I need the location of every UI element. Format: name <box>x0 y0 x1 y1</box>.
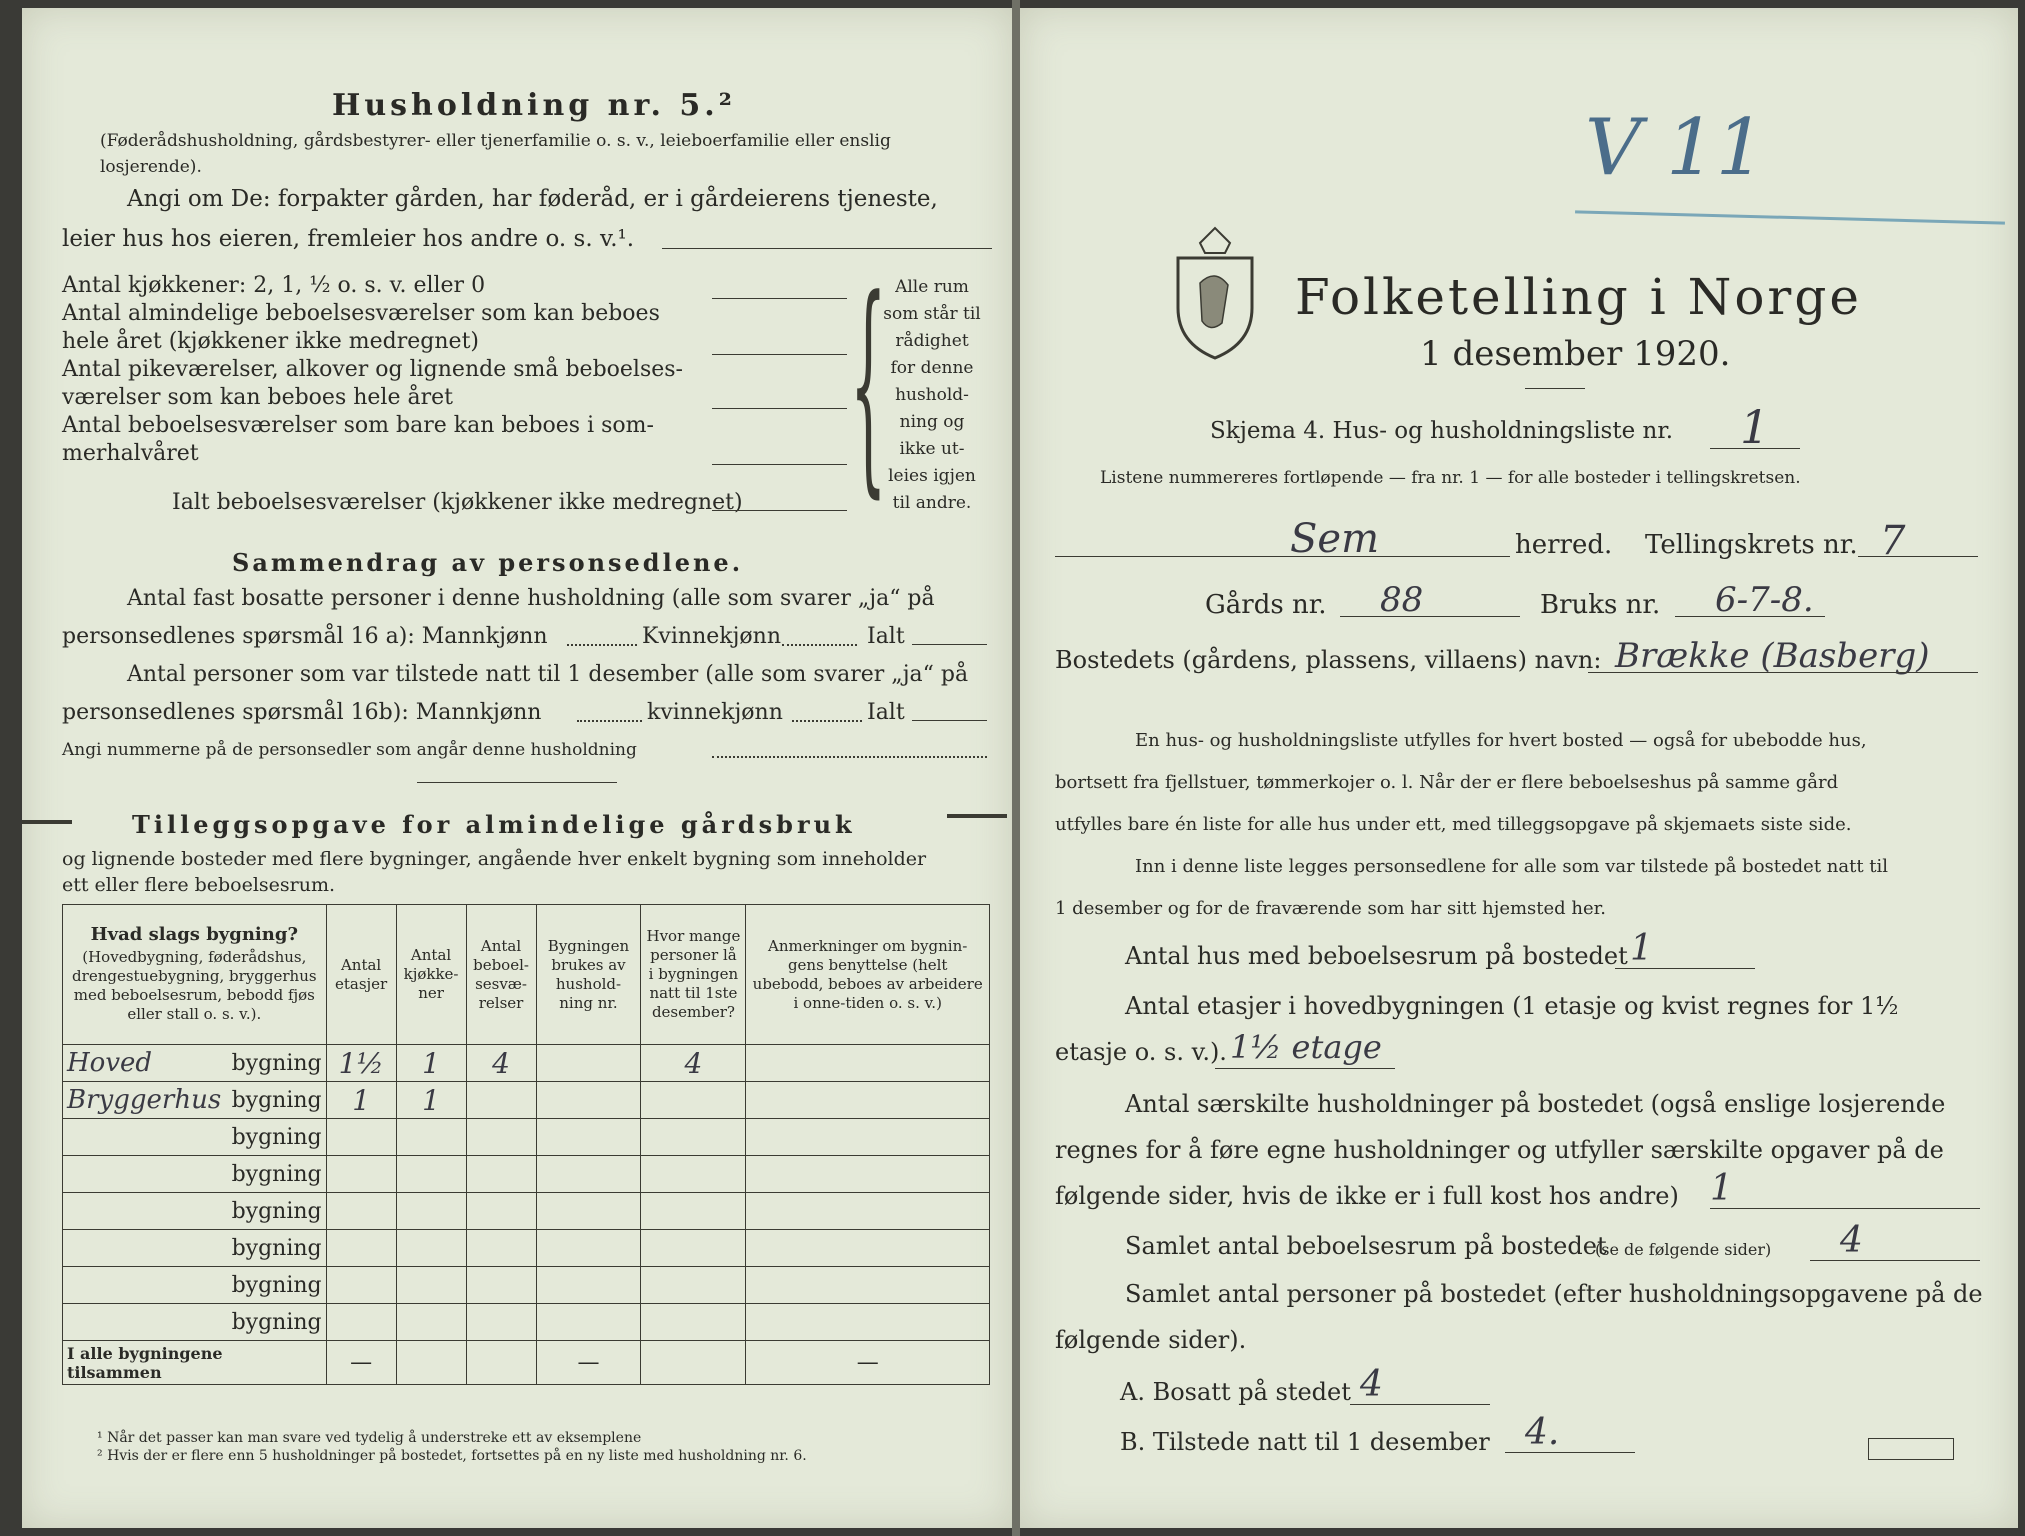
building-type-cell <box>63 1119 327 1156</box>
rom-cell <box>466 1193 536 1230</box>
sammendrag-p1a: Antal fast bosatte personer i denne husholdning (alle som svarer „ja“ på <box>127 586 935 611</box>
instr-line: Inn i denne liste legges personsedlene for alle som var tilstede på bostedet natt til <box>1135 856 1889 877</box>
building-word: bygning <box>231 1310 322 1335</box>
saerskilte-line-3: følgende sider, hvis de ikke er i full kost hos andre) <box>1055 1182 1679 1210</box>
side-note: Alle rum som står til rådighet for denne hushold- ning og ikke ut- leies igjen til andre. <box>883 277 981 513</box>
table-row <box>63 1193 990 1230</box>
printer-stamp <box>1868 1438 1954 1460</box>
room-line: værelser som kan beboes hele året <box>62 385 453 410</box>
table-row <box>63 1119 990 1156</box>
rom-cell <box>466 1082 536 1119</box>
sammendrag-p1b: personsedlenes spørsmål 16 a): Mannkjønn <box>62 624 548 649</box>
anmerkning-cell <box>746 1156 990 1193</box>
room-lines <box>62 272 683 468</box>
personer-cell <box>641 1193 746 1230</box>
etasjer-cell <box>326 1156 396 1193</box>
husholdning-cell <box>536 1119 641 1156</box>
room-line: Antal kjøkkener: 2, 1, ½ o. s. v. eller 0 <box>62 273 486 298</box>
angi-line-2: leier hus hos eieren, fremleier hos andre o. s. v.¹. <box>62 226 635 252</box>
building-word: bygning <box>231 1162 322 1187</box>
header-husholdning: Bygningen brukes av hushold-ning nr. <box>536 905 641 1045</box>
instr-line: 1 desember og for de fraværende som har sitt hjemsted her. <box>1055 898 1606 919</box>
building-word: bygning <box>231 1236 322 1261</box>
etasjer-cell <box>326 1119 396 1156</box>
samlet-pers-line-2: følgende sider). <box>1055 1326 1247 1354</box>
room-line: Antal pikeværelser, alkover og lignende små beboelses- <box>62 357 683 382</box>
kjokkener-cell <box>396 1193 466 1230</box>
tilstede-value: 4. <box>1525 1412 1560 1453</box>
kjokkener-cell: 1 <box>396 1045 466 1082</box>
sammendrag-p2b: personsedlenes spørsmål 16b): Mannkjønn <box>62 700 542 725</box>
anmerkning-cell <box>746 1045 990 1082</box>
kjokkener-cell <box>396 1267 466 1304</box>
rom-cell <box>466 1304 536 1341</box>
etasjer-cell <box>326 1304 396 1341</box>
tellingskrets-label: Tellingskrets nr. <box>1645 530 1858 560</box>
ialt-1: Ialt <box>867 624 905 649</box>
personer-cell <box>641 1082 746 1119</box>
herred-value: Sem <box>1290 516 1380 562</box>
footnote-1: ¹ Når det passer kan man svare ved tydelig å understreke ett av eksemplene <box>97 1430 642 1446</box>
right-page <box>1020 8 2018 1528</box>
anmerkning-cell <box>746 1304 990 1341</box>
saerskilte-line-1: Antal særskilte husholdninger på bostedet (også enslige losjerende <box>1125 1090 1946 1118</box>
samlet-rum-note: (se de følgende sider) <box>1595 1240 1772 1259</box>
building-word: bygning <box>231 1273 322 1298</box>
table-row <box>63 1267 990 1304</box>
ialt-line: Ialt beboelsesværelser (kjøkkener ikke medregnet) <box>172 490 743 515</box>
etasjer-line-2: etasje o. s. v.). <box>1055 1038 1227 1066</box>
instr-line: bortsett fra fjellstuer, tømmerkojer o. l. Når der er flere beboelseshus på samme gård <box>1055 772 1839 793</box>
skjema-label: Skjema 4. Hus- og husholdningsliste nr. <box>1210 418 1674 444</box>
angi-line-1: Angi om De: forpakter gården, har føderåd, er i gårdeierens tjeneste, <box>127 186 938 212</box>
anmerkning-cell <box>746 1082 990 1119</box>
instr-line: En hus- og husholdningsliste utfylles for hvert bosted — også for ubebodde hus, <box>1135 730 1867 751</box>
bosatt-value: 4 <box>1360 1364 1383 1405</box>
anmerkning-cell <box>746 1193 990 1230</box>
total-row: I alle bygningene tilsammen — — — <box>63 1341 990 1385</box>
building-type-cell <box>63 1304 327 1341</box>
listene-text: Listene nummereres fortløpende — fra nr. 1 — for alle bosteder i tellingskretsen. <box>1100 468 1801 488</box>
building-type-cell <box>63 1082 327 1119</box>
tilstede-label: B. Tilstede natt til 1 desember <box>1120 1428 1490 1456</box>
table-row <box>63 1156 990 1193</box>
table-row <box>63 1045 990 1082</box>
household-subheading: (Føderådshusholdning, gårdsbestyrer- eller tjenerfamilie o. s. v., leieboerfamilie eller enslig losjerende). <box>100 131 891 177</box>
table-row <box>63 1304 990 1341</box>
total-label: I alle bygningene tilsammen <box>63 1341 327 1385</box>
husholdning-cell <box>536 1304 641 1341</box>
personer-cell <box>641 1119 746 1156</box>
brace: { <box>850 251 887 518</box>
tillegg-sub1: og lignende bosteder med flere bygninger, angående hver enkelt bygning som inneholder <box>62 848 927 870</box>
kjokkener-cell <box>396 1156 466 1193</box>
header-personer: Hvor mange personer lå i bygningen natt til 1ste desember? <box>641 905 746 1045</box>
herred-label: herred. <box>1515 530 1613 560</box>
building-word: bygning <box>231 1199 322 1224</box>
room-line: Antal beboelsesværelser som bare kan beboes i som- <box>62 413 654 438</box>
etasjer-cell <box>326 1267 396 1304</box>
left-page <box>22 8 1012 1528</box>
bruks-value: 6-7-8. <box>1715 580 1814 620</box>
gards-label: Gårds nr. <box>1205 590 1327 620</box>
pencil-mark: V 11 <box>1585 103 1766 193</box>
anmerkning-cell <box>746 1230 990 1267</box>
coat-of-arms-icon <box>1170 223 1260 363</box>
sammendrag-title: Sammendrag av personsedlene. <box>232 548 744 577</box>
header-etasjer: Antal etasjer <box>326 905 396 1045</box>
header-kjokkener: Antal kjøkke-ner <box>396 905 466 1045</box>
building-type-cell <box>63 1230 327 1267</box>
etasjer-cell: 1 <box>326 1082 396 1119</box>
husholdning-cell <box>536 1267 641 1304</box>
room-line: Antal almindelige beboelsesværelser som kan beboes <box>62 301 660 326</box>
husholdning-cell <box>536 1156 641 1193</box>
personer-cell <box>641 1267 746 1304</box>
saerskilte-value: 1 <box>1710 1168 1733 1209</box>
building-type-cell <box>63 1045 327 1082</box>
saerskilte-line-2: regnes for å føre egne husholdninger og utfyller særskilte opgaver på de <box>1055 1136 1944 1164</box>
anmerkning-cell <box>746 1119 990 1156</box>
husholdning-cell <box>536 1193 641 1230</box>
samlet-rum-value: 4 <box>1840 1220 1863 1261</box>
room-line: merhalvåret <box>62 441 199 466</box>
room-line: hele året (kjøkkener ikke medregnet) <box>62 329 479 354</box>
gards-value: 88 <box>1380 580 1424 620</box>
personer-cell <box>641 1156 746 1193</box>
building-word: bygning <box>231 1088 322 1113</box>
rom-cell <box>466 1230 536 1267</box>
personer-cell <box>641 1230 746 1267</box>
etasjer-cell <box>326 1193 396 1230</box>
rom-cell <box>466 1267 536 1304</box>
etasjer-cell: 1½ <box>326 1045 396 1082</box>
building-type-value: Bryggerhus <box>67 1085 222 1115</box>
instr-line: utfylles bare én liste for alle hus under ett, med tilleggsopgave på skjemaets siste side. <box>1055 814 1852 835</box>
ialt-2: Ialt <box>867 700 905 725</box>
building-type-cell <box>63 1193 327 1230</box>
table-row <box>63 1082 990 1119</box>
etasjer-cell <box>326 1230 396 1267</box>
table-header-row <box>63 905 990 1045</box>
page-gutter <box>1012 0 1020 1536</box>
bosatt-label: A. Bosatt på stedet <box>1120 1378 1351 1406</box>
husholdning-cell <box>536 1082 641 1119</box>
husholdning-cell <box>536 1230 641 1267</box>
building-type-cell <box>63 1156 327 1193</box>
kvinnekjonn-1: Kvinnekjønn <box>642 624 781 649</box>
skjema-nr: 1 <box>1740 400 1770 454</box>
bruks-label: Bruks nr. <box>1540 590 1661 620</box>
rom-cell <box>466 1156 536 1193</box>
angi-numre: Angi nummerne på de personsedler som angår denne husholdning <box>62 740 637 760</box>
kjokkener-cell <box>396 1119 466 1156</box>
tellingskrets-value: 7 <box>1880 518 1906 564</box>
census-title: Folketelling i Norge <box>1295 268 1862 326</box>
household-heading: Husholdning nr. 5.² <box>332 88 736 123</box>
personer-cell: 4 <box>641 1045 746 1082</box>
rom-cell <box>466 1119 536 1156</box>
kjokkener-cell <box>396 1230 466 1267</box>
building-word: bygning <box>231 1051 322 1076</box>
kvinnekjonn-2: kvinnekjønn <box>647 700 783 725</box>
instructions <box>1055 720 1980 930</box>
building-word: bygning <box>231 1125 322 1150</box>
personer-cell <box>641 1304 746 1341</box>
footnote-2: ² Hvis der er flere enn 5 husholdninger på bostedet, fortsettes på en ny liste med husholdning nr. 6. <box>97 1448 807 1464</box>
rom-cell: 4 <box>466 1045 536 1082</box>
census-date: 1 desember 1920. <box>1420 334 1731 374</box>
samlet-pers-line-1: Samlet antal personer på bostedet (efter husholdningsopgavene på de <box>1125 1280 1983 1308</box>
sammendrag-p2a: Antal personer som var tilstede natt til 1 desember (alle som svarer „ja“ på <box>127 662 969 687</box>
building-table <box>62 904 990 1385</box>
header-building-type: Hvad slags bygning? (Hovedbygning, føderådshus, drengestuebygning, bryggerhus med beboelsesrum, bebodd fjøs eller stall o. s. v.). <box>63 905 327 1045</box>
antal-hus-value: 1 <box>1630 928 1653 969</box>
table-row <box>63 1230 990 1267</box>
header-anmerkninger: Anmerkninger om bygnin-gens benyttelse (helt ubebodd, beboes av arbeidere i onne-tiden o. s. v.) <box>746 905 990 1045</box>
bosted-label: Bostedets (gårdens, plassens, villaens) navn: <box>1055 646 1602 674</box>
bosted-value: Brække (Basberg) <box>1615 636 1930 676</box>
building-type-value: Hoved <box>67 1048 153 1078</box>
tillegg-title: Tilleggsopgave for almindelige gårdsbruk <box>132 810 856 839</box>
header-rom: Antal beboel-sesvæ-relser <box>466 905 536 1045</box>
etasjer-line-1: Antal etasjer i hovedbygningen (1 etasje og kvist regnes for 1½ <box>1125 992 1899 1020</box>
kjokkener-cell: 1 <box>396 1082 466 1119</box>
kjokkener-cell <box>396 1304 466 1341</box>
samlet-rum-label: Samlet antal beboelsesrum på bostedet <box>1125 1232 1607 1260</box>
antal-hus-label: Antal hus med beboelsesrum på bostedet <box>1125 942 1628 970</box>
tillegg-sub2: ett eller flere beboelsesrum. <box>62 874 336 896</box>
anmerkning-cell <box>746 1267 990 1304</box>
etasjer-value: 1½ etage <box>1230 1028 1382 1066</box>
husholdning-cell <box>536 1045 641 1082</box>
building-type-cell <box>63 1267 327 1304</box>
